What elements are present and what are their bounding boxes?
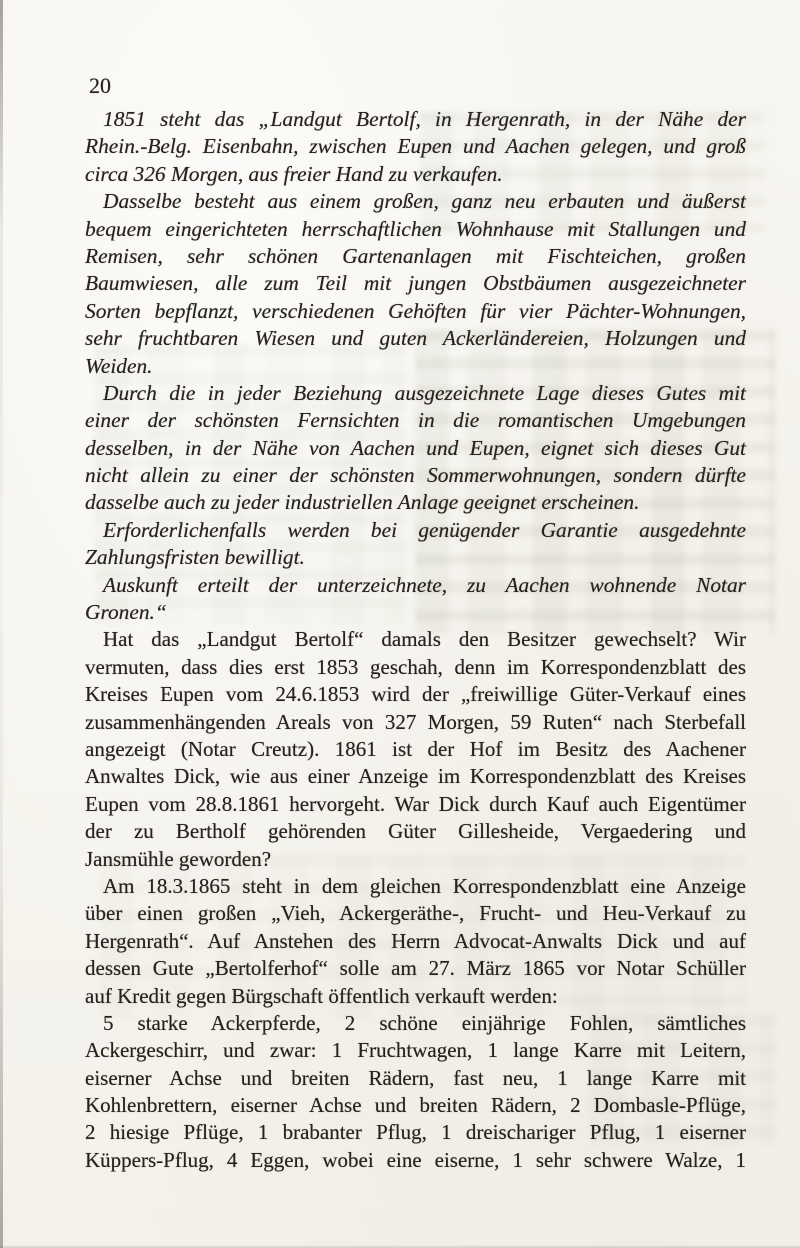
text-line: Hergenrath“. Auf Anstehen des Herrn Advocat-Anwalts Dick und auf	[85, 928, 746, 953]
text-line: Baumwiesen, alle zum Teil mit jungen Obstbäumen ausgezeichneter	[85, 271, 746, 296]
text-line: Am 18.3.1865 steht in dem gleichen Korrespondenzblatt eine Anzeige	[103, 873, 746, 898]
text-block	[85, 106, 746, 1174]
paragraph	[85, 1010, 746, 1174]
text-line: angezeigt (Notar Creutz). 1861 ist der Hof im Besitz des Aachener	[85, 736, 746, 761]
text-line: nicht allein zu einer der schönsten Sommerwohnungen, sondern dürfte	[85, 463, 746, 488]
page-number: 20	[89, 73, 111, 98]
text-line: Weiden.	[85, 353, 153, 378]
text-line: dessen Gute „Bertolferhof“ solle am 27. März 1865 vor Notar Schüller	[85, 956, 746, 981]
text-line: Anwaltes Dick, wie aus einer Anzeige im Korrespondenzblatt des Kreises	[85, 764, 746, 789]
paragraph	[85, 626, 746, 873]
text-line: Durch die in jeder Beziehung ausgezeichnete Lage dieses Gutes mit	[103, 380, 746, 405]
text-line: Kreises Eupen vom 24.6.1853 wird der „freiwillige Güter-Verkauf eines	[85, 682, 746, 707]
text-line: auf Kredit gegen Bürgschaft öffentlich verkauft werden:	[85, 983, 558, 1008]
text-line: Dasselbe besteht aus einem großen, ganz neu erbauten und äußerst	[103, 189, 746, 214]
text-line: 1851 steht das „Landgut Bertolf, in Hergenrath, in der Nähe der	[103, 107, 746, 131]
text-line: der zu Bertholf gehörenden Güter Gillesheide, Vergaedering und	[85, 819, 746, 844]
text-line: 5 starke Ackerpferde, 2 schöne einjährige Fohlen, sämtliches	[103, 1010, 746, 1035]
paragraph	[85, 572, 746, 627]
text-line: Remisen, sehr schönen Gartenanlagen mit Fischteichen, großen	[85, 243, 746, 268]
paragraph	[85, 188, 746, 380]
text-line: Eupen vom 28.8.1861 hervorgeht. War Dick durch Kauf auch Eigentümer	[85, 791, 746, 816]
paragraph	[85, 517, 746, 572]
scan-edge-left	[0, 0, 3, 1248]
text-line: einer der schönsten Fernsichten in die romantischen Umgebungen	[85, 408, 746, 433]
text-line: Auskunft erteilt der unterzeichnete, zu Aachen wohnende Notar	[103, 572, 746, 597]
text-line: 2 hiesige Pflüge, 1 brabanter Pflug, 1 dreischariger Pflug, 1 eiserner	[85, 1120, 746, 1145]
text-line: Kohlenbrettern, eiserner Achse und breiten Rädern, 2 Dombasle-Pflüge,	[85, 1093, 746, 1118]
text-line: eiserner Achse und breiten Rädern, fast neu, 1 lange Karre mit	[85, 1065, 746, 1090]
text-line: sehr fruchtbaren Wiesen und guten Ackerländereien, Holzungen und	[85, 326, 746, 351]
text-line: desselben, in der Nähe von Aachen und Eupen, eignet sich dieses Gut	[85, 435, 746, 460]
text-line: circa 326 Morgen, aus freier Hand zu verkaufen.	[85, 161, 503, 186]
text-line: Sorten bepflanzt, verschiedenen Gehöften für vier Pächter-Wohnungen,	[85, 298, 746, 323]
text-line: Ackergeschirr, und zwar: 1 Fruchtwagen, 1 lange Karre mit Leitern,	[85, 1038, 746, 1063]
text-line: Zahlungsfristen bewilligt.	[85, 545, 305, 570]
text-line: Gronen.“	[85, 600, 167, 625]
text-line: Rhein.-Belg. Eisenbahn, zwischen Eupen und Aachen gelegen, und groß	[85, 134, 746, 159]
paragraph	[85, 106, 746, 188]
paragraph	[85, 380, 746, 517]
text-line: über einen großen „Vieh, Ackergeräthe-, Frucht- und Heu-Verkauf zu	[85, 901, 746, 926]
text-line: bequem eingerichteten herrschaftlichen Wohnhause mit Stallungen und	[85, 216, 746, 241]
text-line: Hat das „Landgut Bertolf“ damals den Besitzer gewechselt? Wir	[103, 627, 746, 652]
text-line: vermuten, dass dies erst 1853 geschah, denn im Korrespondenzblatt des	[85, 654, 746, 679]
text-line: Jansmühle geworden?	[85, 846, 272, 871]
text-line: zusammenhängenden Areals von 327 Morgen, 59 Ruten“ nach Sterbefall	[85, 709, 746, 734]
paragraph	[85, 873, 746, 1010]
text-line: Küppers-Pflug, 4 Eggen, wobei eine eiserne, 1 sehr schwere Walze, 1	[85, 1147, 746, 1172]
text-line: Erforderlichenfalls werden bei genügender Garantie ausgedehnte	[103, 517, 746, 542]
text-line: dasselbe auch zu jeder industriellen Anlage geeignet erscheinen.	[85, 490, 640, 515]
